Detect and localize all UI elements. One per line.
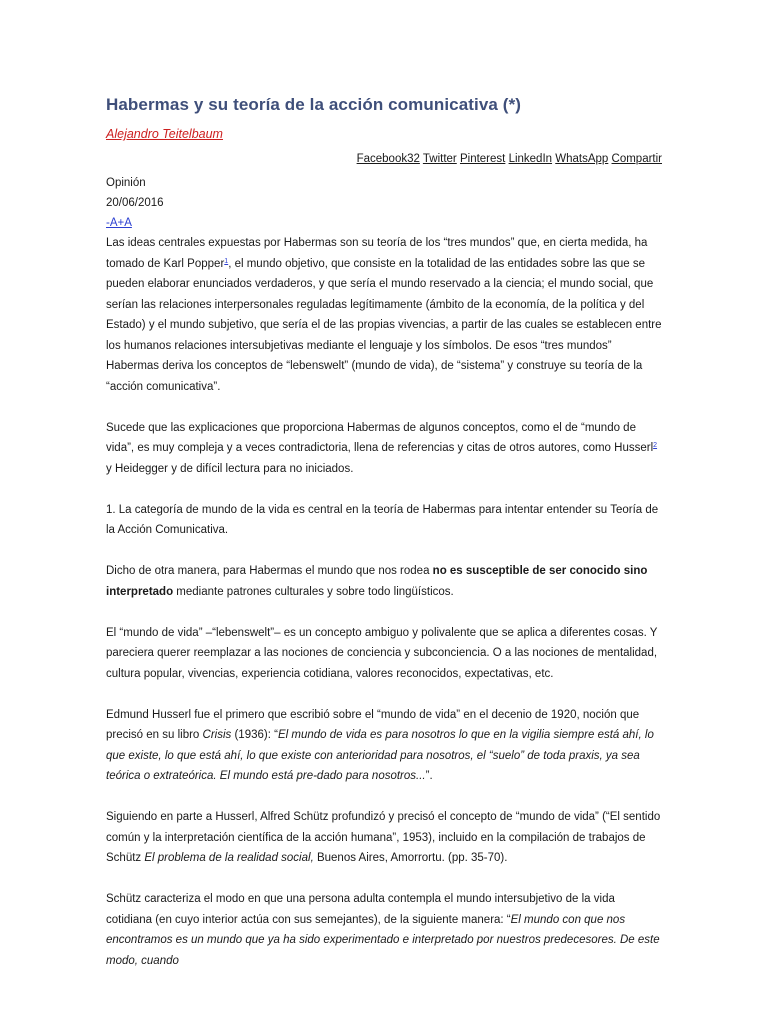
paragraph-5: El “mundo de vida” –“lebenswelt”– es un concepto ambiguo y polivalente que se aplica a diferentes cosas. Y pareciera querer reemplazar a las nociones de conciencia y subconciencia. O a las nociones de mentalidad, cultura popular, vivencias, experiencia cotidiana, valores reconocidos, expectativas, etc.	[106, 626, 658, 680]
category-label: Opinión	[106, 177, 146, 189]
article-meta	[106, 173, 662, 233]
share-bar	[106, 149, 662, 169]
share-compartir-link[interactable]: Compartir	[611, 153, 662, 165]
date-label: 20/06/2016	[106, 197, 164, 209]
share-linkedin-link[interactable]: LinkedIn	[508, 153, 553, 165]
paragraph-6: Edmund Husserl fue el primero que escribió sobre el “mundo de vida” en el decenio de 1920, noción que precisó en su libro Crisis (1936): “El mundo de vida es para nosotros lo que en la vigilia siempre está ahí, lo que existe, lo que está ahí, lo que existe con anterioridad para nosotros, el “suelo” de toda praxis, ya sea teórica o extrateórica. El mundo está pre-dado para nosotros...”.	[106, 708, 654, 782]
author-link[interactable]: Alejandro Teitelbaum	[106, 127, 223, 141]
paragraph-3: 1. La categoría de mundo de la vida es central en la teoría de Habermas para intentar entender su Teoría de la Acción Comunicativa.	[106, 503, 659, 536]
paragraph-2: Sucede que las explicaciones que proporciona Habermas de algunos conceptos, como el de “mundo de vida”, es muy compleja y a veces contradictoria, llena de referencias y citas de otros autores, como Husserl$^2$ y Heidegger y de difícil lectura para no iniciados.	[106, 421, 658, 475]
footnote-1-link[interactable]: 1	[224, 257, 229, 265]
footnote-2-link[interactable]: 2	[653, 442, 658, 449]
paragraph-8: Schütz caracteriza el modo en que una persona adulta contempla el mundo intersubjetivo de la vida cotidiana (en cuyo interior actúa con sus semejantes), de la siguiente manera: “El mundo con que nos encontramos es un mundo que ya ha sido experimentado e interpretado por nuestros predecesores. De este modo, cuando	[106, 893, 660, 967]
share-twitter-link[interactable]: Twitter	[422, 153, 457, 165]
paragraph-1: Las ideas centrales expuestas por Habermas son su teoría de los “tres mundos” que, en cierta medida, ha tomado de Karl Popper$^1$, el mundo objetivo, que consiste en la totalidad de las entidades sobre las que se pueden elaborar enunciados verdaderos, y que sería el mundo reservado a la ciencia; el mundo social, que serían las relaciones interpersonales reguladas legítimamente (ámbito de la economía, de la política y del Estado) y el mundo subjetivo, que sería el de las propias vivencias, a partir de las cuales se establecen entre los humanos relaciones intersubjetivas mediante el lenguaje y los símbolos. De esos “tres mundos” Habermas deriva los conceptos de “lebenswelt” (mundo de vida), de “sistema” y construye su teoría de la “acción comunicativa”.	[106, 237, 662, 393]
share-whatsapp-link[interactable]: WhatsApp	[555, 153, 609, 165]
share-facebook-link[interactable]: Facebook32	[356, 153, 420, 165]
share-pinterest-link[interactable]: Pinterest	[459, 153, 506, 165]
article-title: Habermas y su teoría de la acción comunicativa (*)	[106, 95, 522, 114]
paragraph-7: Siguiendo en parte a Husserl, Alfred Schütz profundizó y precisó el concepto de “mundo de vida” (“El sentido común y la interpretación científica de la acción humana”, 1953), incluido en la compilación de trabajos de Schütz El problema de la realidad social, Buenos Aires, Amorrortu. (pp. 35-70).	[106, 811, 661, 864]
article	[106, 92, 662, 971]
font-size-controls[interactable]: -A+A	[106, 217, 132, 229]
paragraph-4: Dicho de otra manera, para Habermas el mundo que nos rodea no es susceptible de ser conocido sino interpretado mediante patrones culturales y sobre todo lingüísticos.	[106, 565, 648, 598]
